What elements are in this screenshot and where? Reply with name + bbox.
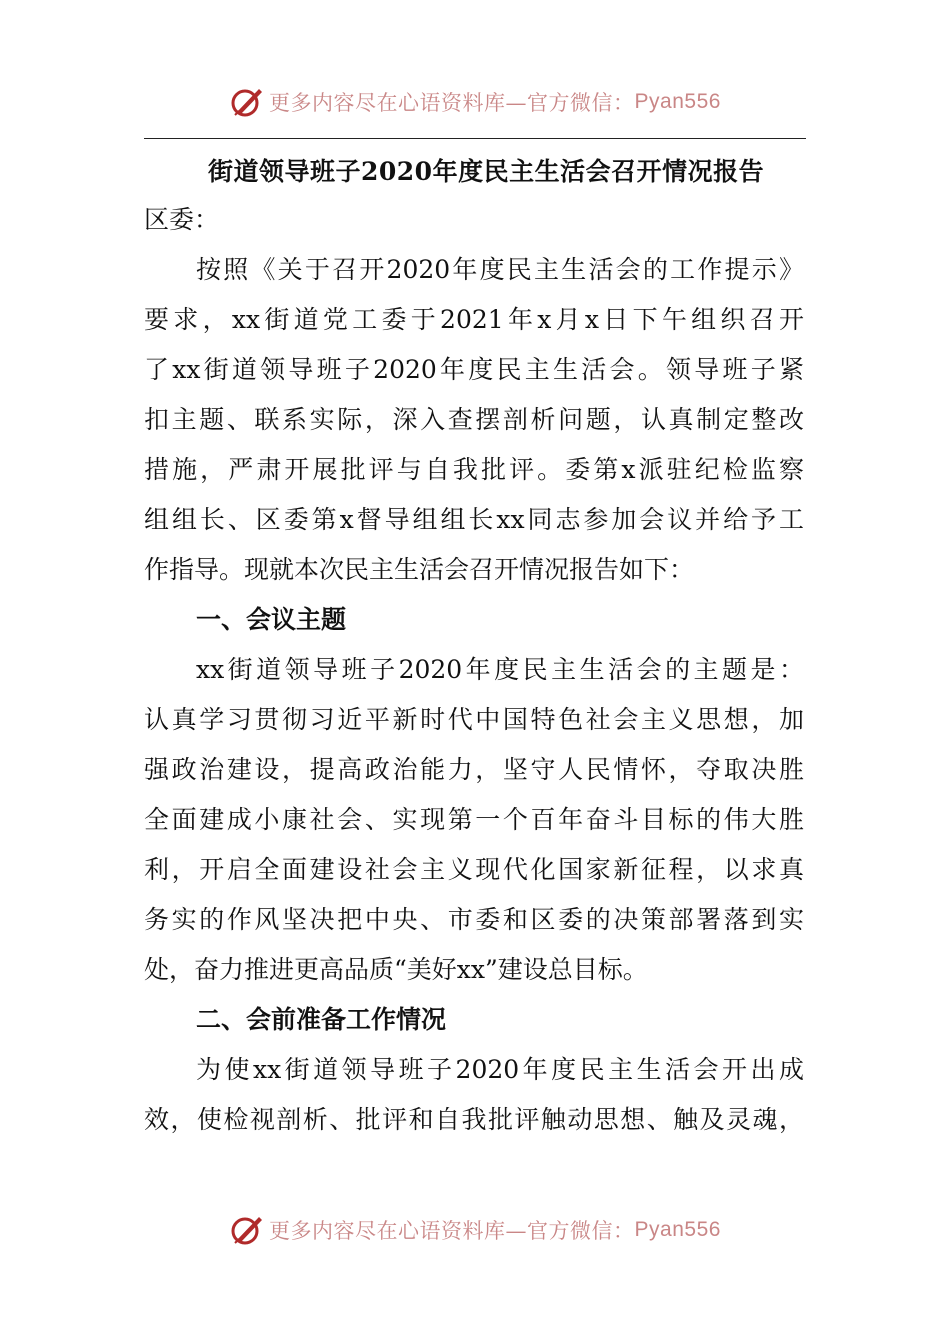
section-heading: 二、会前准备工作情况 [196,1005,447,1034]
paragraph-line: 务实的作风坚决把中央、市委和区委的决策部署落到实 [144,905,804,934]
paragraph-line: 处，奋力推进更高品质“美好xx”建设总目标。 [144,955,648,984]
watermark-text: 更多内容尽在心语资料库—官方微信： [269,1219,635,1243]
paragraph-line: 扣主题、联系实际，深入查摆剖析问题，认真制定整改 [144,405,804,434]
paragraph-line: 要求，xx街道党工委于2021年x月x日下午组织召开 [144,305,804,334]
quill-logo-icon [229,84,265,120]
paragraph-line: 组组长、区委第x督导组组长xx同志参加会议并给予工 [144,505,804,534]
paragraph-line: 利，开启全面建设社会主义现代化国家新征程，以求真 [144,855,804,884]
header-divider [144,138,806,139]
paragraph-line: 效，使检视剖析、批评和自我批评触动思想、触及灵魂， [144,1105,804,1134]
watermark-wechat: Pyan556 [634,1218,721,1241]
paragraph-line: 措施，严肃开展批评与自我批评。委第x派驻纪检监察 [144,455,804,484]
footer-watermark [0,1208,950,1252]
salutation: 区委： [144,205,220,234]
watermark-wechat: Pyan556 [634,90,721,113]
paragraph-line: 按照《关于召开2020年度民主生活会的工作提示》 [196,255,804,284]
header-watermark [0,80,950,124]
section-heading: 一、会议主题 [196,605,347,634]
document-title: 街道领导班子2020年度民主生活会召开情况报告 [208,157,765,186]
paragraph-line: 强政治建设，提高政治能力，坚守人民情怀，夺取决胜 [144,755,804,784]
watermark-text: 更多内容尽在心语资料库—官方微信： [269,91,635,115]
paragraph-line: 全面建成小康社会、实现第一个百年奋斗目标的伟大胜 [144,805,804,834]
paragraph-line: xx街道领导班子2020年度民主生活会的主题是： [196,655,804,684]
quill-logo-icon [229,1212,265,1248]
paragraph-line: 作指导。现就本次民主生活会召开情况报告如下： [144,555,695,584]
paragraph-line: 认真学习贯彻习近平新时代中国特色社会主义思想，加 [144,705,804,734]
paragraph-line: 了xx街道领导班子2020年度民主生活会。领导班子紧 [144,355,804,384]
paragraph-line: 为使xx街道领导班子2020年度民主生活会开出成 [196,1055,804,1084]
